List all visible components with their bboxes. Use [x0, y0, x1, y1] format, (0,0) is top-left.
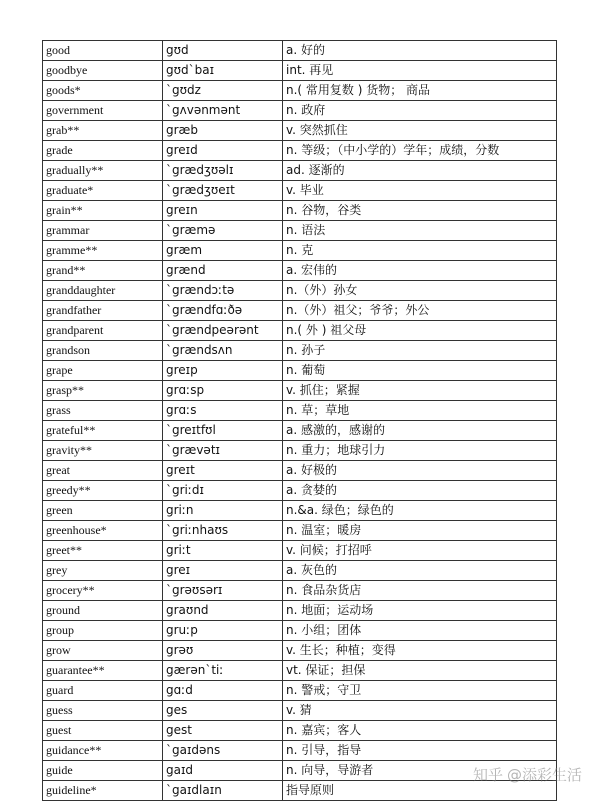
word-cell: goodbye [43, 61, 163, 81]
table-row [43, 641, 557, 661]
definition-cell: n.（外）祖父；爷爷；外公 [283, 301, 557, 321]
table-row [43, 41, 557, 61]
definition-cell: n.&a. 绿色；绿色的 [283, 501, 557, 521]
phonetic-cell: ˋgrændfɑːðə [163, 301, 283, 321]
definition-cell: n. 食品杂货店 [283, 581, 557, 601]
word-cell: greenhouse* [43, 521, 163, 541]
table-row [43, 141, 557, 161]
phonetic-cell: grɑːsp [163, 381, 283, 401]
table-row [43, 241, 557, 261]
table-row [43, 661, 557, 681]
phonetic-cell: griːn [163, 501, 283, 521]
word-cell: grand** [43, 261, 163, 281]
vocabulary-table-body [43, 41, 557, 801]
word-cell: goods* [43, 81, 163, 101]
word-cell: guidance** [43, 741, 163, 761]
table-row [43, 521, 557, 541]
word-cell: grandson [43, 341, 163, 361]
definition-cell: a. 好极的 [283, 461, 557, 481]
word-cell: grass [43, 401, 163, 421]
word-cell: ground [43, 601, 163, 621]
phonetic-cell: ˋgaɪdlaɪn [163, 781, 283, 801]
table-row [43, 621, 557, 641]
phonetic-cell: ˋgʌvənmənt [163, 101, 283, 121]
word-cell: granddaughter [43, 281, 163, 301]
table-row [43, 81, 557, 101]
table-row [43, 321, 557, 341]
phonetic-cell: greɪ [163, 561, 283, 581]
word-cell: grow [43, 641, 163, 661]
word-cell: grab** [43, 121, 163, 141]
phonetic-cell: greɪd [163, 141, 283, 161]
phonetic-cell: gærənˋtiː [163, 661, 283, 681]
table-row [43, 701, 557, 721]
phonetic-cell: ˋgrædʒʊəlɪ [163, 161, 283, 181]
phonetic-cell: graʊnd [163, 601, 283, 621]
definition-cell: int. 再见 [283, 61, 557, 81]
phonetic-cell: grɑːs [163, 401, 283, 421]
table-row [43, 121, 557, 141]
table-row [43, 501, 557, 521]
table-row [43, 61, 557, 81]
watermark-site: 知乎 [472, 766, 503, 784]
table-row [43, 741, 557, 761]
definition-cell: v. 突然抓住 [283, 121, 557, 141]
word-cell: guard [43, 681, 163, 701]
table-row [43, 481, 557, 501]
definition-cell: a. 感激的，感谢的 [283, 421, 557, 441]
definition-cell: a. 好的 [283, 41, 557, 61]
phonetic-cell: ˋgʊdz [163, 81, 283, 101]
definition-cell: n. 小组；团体 [283, 621, 557, 641]
table-row [43, 261, 557, 281]
table-row [43, 581, 557, 601]
table-row [43, 201, 557, 221]
phonetic-cell: græb [163, 121, 283, 141]
word-cell: greet** [43, 541, 163, 561]
definition-cell: n. 草；草地 [283, 401, 557, 421]
definition-cell: n. 嘉宾；客人 [283, 721, 557, 741]
phonetic-cell: ˋgrændɔːtə [163, 281, 283, 301]
word-cell: green [43, 501, 163, 521]
definition-cell: n. 向导，导游者 [283, 761, 557, 781]
table-row [43, 601, 557, 621]
word-cell: grade [43, 141, 163, 161]
definition-cell: n. 引导，指导 [283, 741, 557, 761]
phonetic-cell: ˋgriːdɪ [163, 481, 283, 501]
phonetic-cell: griːt [163, 541, 283, 561]
phonetic-cell: ˋgræmə [163, 221, 283, 241]
definition-cell: n. 地面；运动场 [283, 601, 557, 621]
definition-cell: v. 问候；打招呼 [283, 541, 557, 561]
word-cell: grey [43, 561, 163, 581]
table-row [43, 381, 557, 401]
phonetic-cell: græm [163, 241, 283, 261]
word-cell: grandparent [43, 321, 163, 341]
word-cell: grocery** [43, 581, 163, 601]
table-row [43, 681, 557, 701]
phonetic-cell: gʊd [163, 41, 283, 61]
table-row [43, 161, 557, 181]
phonetic-cell: gɑːd [163, 681, 283, 701]
definition-cell: a. 灰色的 [283, 561, 557, 581]
phonetic-cell: ˋgrændpeərənt [163, 321, 283, 341]
definition-cell: a. 宏伟的 [283, 261, 557, 281]
table-row [43, 101, 557, 121]
table-row [43, 441, 557, 461]
table-row [43, 421, 557, 441]
word-cell: guess [43, 701, 163, 721]
definition-cell: n. 政府 [283, 101, 557, 121]
phonetic-cell: gest [163, 721, 283, 741]
phonetic-cell: greɪt [163, 461, 283, 481]
word-cell: grammar [43, 221, 163, 241]
word-cell: gramme** [43, 241, 163, 261]
phonetic-cell: ˋgrəʊsərɪ [163, 581, 283, 601]
table-row [43, 301, 557, 321]
table-row [43, 461, 557, 481]
definition-cell: n.（外）孙女 [283, 281, 557, 301]
definition-cell: n. 等级；（中小学的）学年；成绩，分数 [283, 141, 557, 161]
phonetic-cell: ˋgriːnhaʊs [163, 521, 283, 541]
word-cell: guest [43, 721, 163, 741]
table-row [43, 341, 557, 361]
word-cell: gravity** [43, 441, 163, 461]
table-row [43, 401, 557, 421]
phonetic-cell: ˋgrændsʌn [163, 341, 283, 361]
phonetic-cell: ges [163, 701, 283, 721]
word-cell: guideline* [43, 781, 163, 801]
word-cell: grandfather [43, 301, 163, 321]
phonetic-cell: grænd [163, 261, 283, 281]
definition-cell: v. 毕业 [283, 181, 557, 201]
phonetic-cell: greɪn [163, 201, 283, 221]
word-cell: government [43, 101, 163, 121]
definition-cell: vt. 保证；担保 [283, 661, 557, 681]
phonetic-cell: greɪp [163, 361, 283, 381]
phonetic-cell: ˋgrædʒʊeɪt [163, 181, 283, 201]
phonetic-cell: gruːp [163, 621, 283, 641]
word-cell: great [43, 461, 163, 481]
definition-cell: n. 葡萄 [283, 361, 557, 381]
word-cell: guide [43, 761, 163, 781]
phonetic-cell: gʊdˋbaɪ [163, 61, 283, 81]
table-row [43, 221, 557, 241]
definition-cell: n. 温室；暖房 [283, 521, 557, 541]
definition-cell: 指导原则 [283, 781, 557, 801]
table-row [43, 561, 557, 581]
table-row [43, 281, 557, 301]
phonetic-cell: ˋgreɪtfʊl [163, 421, 283, 441]
definition-cell: n. 重力；地球引力 [283, 441, 557, 461]
definition-cell: n. 克 [283, 241, 557, 261]
word-cell: good [43, 41, 163, 61]
definition-cell: v. 生长；种植；变得 [283, 641, 557, 661]
definition-cell: n.( 常用复数 ) 货物； 商品 [283, 81, 557, 101]
definition-cell: n. 警戒；守卫 [283, 681, 557, 701]
definition-cell: n.( 外 ) 祖父母 [283, 321, 557, 341]
word-cell: grateful** [43, 421, 163, 441]
definition-cell: v. 抓住；紧握 [283, 381, 557, 401]
word-cell: gradually** [43, 161, 163, 181]
definition-cell: v. 猜 [283, 701, 557, 721]
watermark-author: @添彩生活 [506, 766, 582, 784]
word-cell: group [43, 621, 163, 641]
definition-cell: ad. 逐渐的 [283, 161, 557, 181]
definition-cell: a. 贪婪的 [283, 481, 557, 501]
phonetic-cell: ˋgaɪdəns [163, 741, 283, 761]
phonetic-cell: grəʊ [163, 641, 283, 661]
definition-cell: n. 谷物，谷类 [283, 201, 557, 221]
phonetic-cell: gaɪd [163, 761, 283, 781]
table-row [43, 181, 557, 201]
table-row [43, 541, 557, 561]
phonetic-cell: ˋgrævətɪ [163, 441, 283, 461]
table-row [43, 361, 557, 381]
definition-cell: n. 语法 [283, 221, 557, 241]
word-cell: guarantee** [43, 661, 163, 681]
word-cell: grape [43, 361, 163, 381]
word-cell: grain** [43, 201, 163, 221]
word-cell: greedy** [43, 481, 163, 501]
word-cell: graduate* [43, 181, 163, 201]
watermark [473, 764, 582, 785]
definition-cell: n. 孙子 [283, 341, 557, 361]
word-cell: grasp** [43, 381, 163, 401]
vocabulary-table [42, 40, 557, 801]
table-row [43, 721, 557, 741]
